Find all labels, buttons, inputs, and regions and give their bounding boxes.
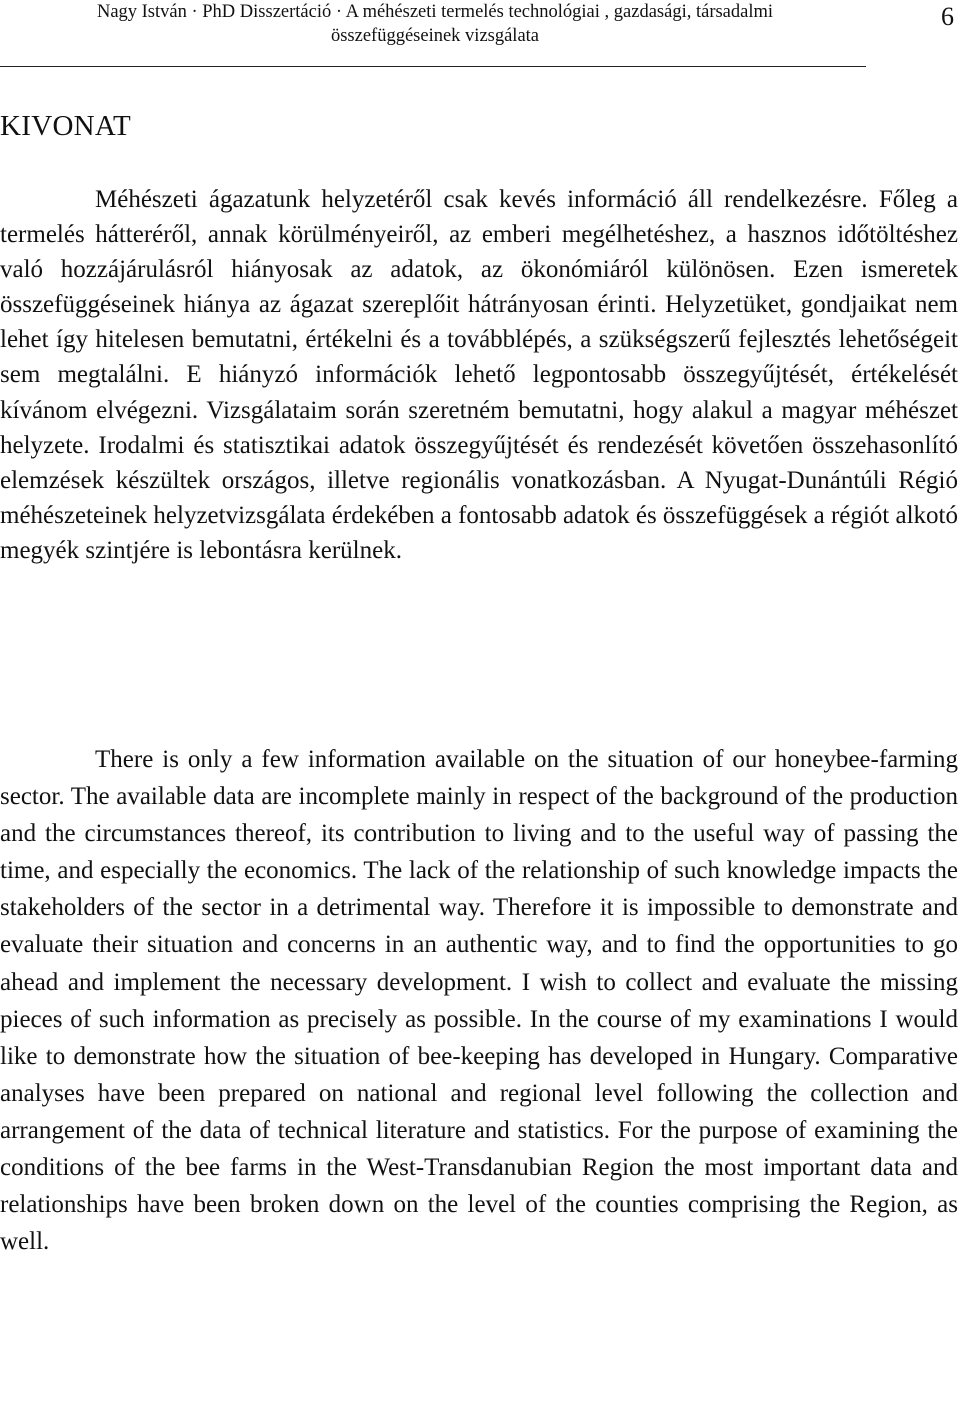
page-number: 6 <box>941 2 954 31</box>
header-divider <box>0 66 866 67</box>
abstract-paragraph-english: There is only a few information available on the situation of our honeybee-farming sector. The available data are incomplete mainly in respect of the background of the production and the circumstances thereof, its contribution to living and to the useful way of passing the time, and especially the economics. The lack of the relationship of such knowledge impacts the stakeholders of the sector in a detrimental way. Therefore it is impossible to demonstrate and evaluate their situation and concerns in an authentic way, and to find the opportunities to go ahead and implement the necessary development. I wish to collect and evaluate the missing pieces of such information as precisely as possible. In the course of my examinations I would like to demonstrate how the situation of bee-keeping has developed in Hungary. Comparative analyses have been prepared on national and regional level following the collection and arrangement of the data of technical literature and statistics. For the purpose of examining the conditions of the bee farms in the West-Transdanubian Region the most important data and relationships have been broken down on the level of the counties comprising the Region, as well. <box>0 746 958 1256</box>
running-header-line-1: Nagy István · PhD Disszertáció · A méhészeti termelés technológiai , gazdasági, társadalmi <box>96 2 774 22</box>
running-header-line-2: összefüggéseinek vizsgálata <box>330 26 540 46</box>
section-title: KIVONAT <box>0 110 131 142</box>
abstract-paragraph-hungarian: Méhészeti ágazatunk helyzetéről csak kevés információ áll rendelkezésre. Főleg a termelés hátteréről, annak körülményeiről, az emberi megélhetéshez, a hasznos időtöltéshez való hozzájárulásról hiányosak az adatok, az ökonómiáról különösen. Ezen ismeretek összefüggéseinek hiánya az ágazat szereplőit hátrányosan érinti. Helyzetüket, gondjaikat nem lehet így hitelesen bemutatni, értékelni és a továbblépés, a szükségszerű fejlesztés lehetőségeit sem megtalálni. E hiányzó információk lehető legpontosabb összegyűjtését, értékelését kívánom elvégezni. Vizsgálataim során szeretném bemutatni, hogy alakul a magyar méhészet helyzete. Irodalmi és statisztikai adatok összegyűjtését és rendezését követően összehasonlító elemzések készültek országos, illetve regionális vonatkozásban. A Nyugat-Dunántúli Régió méhészeteinek helyzetvizsgálata érdekében a fontosabb adatok és összefüggések a régiót alkotó megyék szintjére is lebontásra kerülnek. <box>0 186 958 564</box>
running-header <box>0 0 870 48</box>
